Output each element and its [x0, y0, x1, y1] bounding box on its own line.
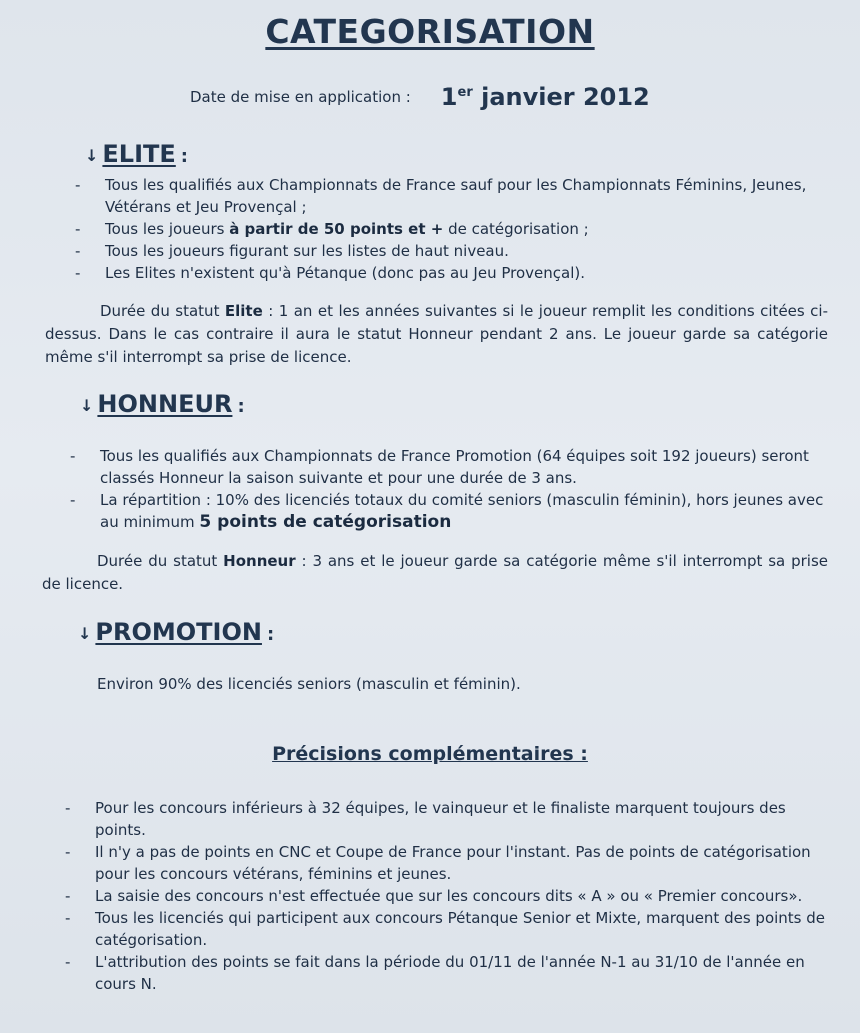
bullet-marker: - — [70, 491, 76, 509]
elite-list — [75, 174, 830, 284]
precision-bullet-1: Pour les concours inférieurs à 32 équipes, le vainqueur et le finaliste marquent toujours des points. — [95, 799, 786, 839]
list-item — [65, 951, 828, 995]
elite-heading — [85, 140, 188, 168]
bullet-marker: - — [65, 887, 71, 905]
precisions-list — [65, 797, 828, 995]
elite-duree-post: : 1 an et les années suivantes si le joueur remplit les conditions citées ci-dessus. Dans le cas contraire il aura le statut Honneur pendant 2 ans. Le joueur garde sa catégorie même s'il interrompt sa prise de licence. — [45, 302, 828, 366]
list-item — [65, 797, 828, 841]
list-item — [65, 885, 828, 907]
bullet-marker: - — [75, 242, 81, 260]
list-item — [75, 262, 830, 284]
precision-bullet-4: Tous les licenciés qui participent aux concours Pétanque Senior et Mixte, marquent des points de catégorisation. — [95, 909, 826, 949]
promotion-heading-colon: : — [266, 624, 275, 645]
honneur-duree-bold: Honneur — [223, 552, 296, 570]
date-line — [190, 83, 650, 111]
honneur-bullet-1: Tous les qualifiés aux Championnats de France Promotion (64 équipes soit 192 joueurs) seront classés Honneur la saison suivante et pour une durée de 3 ans. — [100, 447, 809, 487]
precision-bullet-5: L'attribution des points se fait dans la période du 01/11 de l'année N-1 au 31/10 de l'année en cours N. — [95, 953, 805, 993]
precisions-heading: Précisions complémentaires : — [272, 743, 588, 765]
elite-bullet-4: Les Elites n'existent qu'à Pétanque (donc pas au Jeu Provençal). — [105, 264, 585, 282]
list-item — [75, 240, 830, 262]
bullet-marker: - — [75, 176, 81, 194]
honneur-heading-colon: : — [237, 396, 245, 417]
down-arrow-icon: ↓ — [85, 145, 99, 165]
bullet-marker: - — [65, 953, 71, 971]
elite-duree — [45, 300, 828, 369]
date-value — [441, 83, 650, 111]
honneur-bullet-2-pre: La répartition : 10% des licenciés totaux du comité seniors (masculin féminin), hors jeunes avec au minimum — [100, 491, 824, 531]
honneur-bullet-2-bold: 5 points de catégorisation — [199, 512, 452, 532]
list-item — [70, 445, 828, 489]
promotion-text: Environ 90% des licenciés seniors (masculin et féminin). — [97, 675, 521, 693]
list-item — [75, 174, 830, 218]
honneur-duree-post: : 3 ans et le joueur garde sa catégorie même s'il interrompt sa prise de licence. — [42, 552, 829, 593]
elite-bullet-2-bold: à partir de 50 points et + — [229, 220, 444, 238]
bullet-marker: - — [75, 220, 81, 238]
elite-heading-colon: : — [180, 146, 188, 167]
honneur-duree — [42, 550, 828, 596]
elite-duree-bold: Elite — [224, 302, 263, 320]
elite-bullet-2-post: de catégorisation ; — [443, 220, 589, 238]
elite-bullet-1: Tous les qualifiés aux Championnats de France sauf pour les Championnats Féminins, Jeunes, Vétérans et Jeu Provençal ; — [105, 176, 807, 216]
list-item — [65, 841, 828, 885]
elite-duree-pre: Durée du statut — [100, 302, 225, 320]
elite-bullet-2-pre: Tous les joueurs — [105, 220, 230, 238]
list-item — [75, 218, 830, 240]
bullet-marker: - — [65, 909, 71, 927]
down-arrow-icon: ↓ — [78, 623, 92, 643]
promotion-heading-text: PROMOTION — [95, 618, 262, 646]
precision-bullet-3: La saisie des concours n'est effectuée que sur les concours dits « A » ou « Premier concours». — [95, 887, 803, 905]
honneur-list — [70, 445, 828, 533]
honneur-heading-text: HONNEUR — [97, 390, 233, 418]
date-day: 1 — [440, 83, 458, 111]
honneur-heading — [80, 390, 245, 418]
bullet-marker: - — [65, 843, 71, 861]
bullet-marker: - — [75, 264, 81, 282]
honneur-duree-pre: Durée du statut — [97, 552, 224, 570]
promotion-heading — [78, 618, 274, 646]
date-sup: er — [457, 85, 473, 100]
page-title: CATEGORISATION — [265, 12, 595, 51]
precision-bullet-2: Il n'y a pas de points en CNC et Coupe de France pour l'instant. Pas de points de catégorisation pour les concours vétérans, féminins et jeunes. — [95, 843, 811, 883]
date-label: Date de mise en application : — [190, 88, 411, 106]
elite-bullet-3: Tous les joueurs figurant sur les listes de haut niveau. — [105, 242, 509, 260]
list-item — [70, 489, 828, 533]
bullet-marker: - — [65, 799, 71, 817]
down-arrow-icon: ↓ — [80, 395, 94, 415]
date-rest: janvier 2012 — [472, 83, 650, 111]
elite-heading-text: ELITE — [102, 140, 176, 168]
bullet-marker: - — [70, 447, 76, 465]
list-item — [65, 907, 828, 951]
